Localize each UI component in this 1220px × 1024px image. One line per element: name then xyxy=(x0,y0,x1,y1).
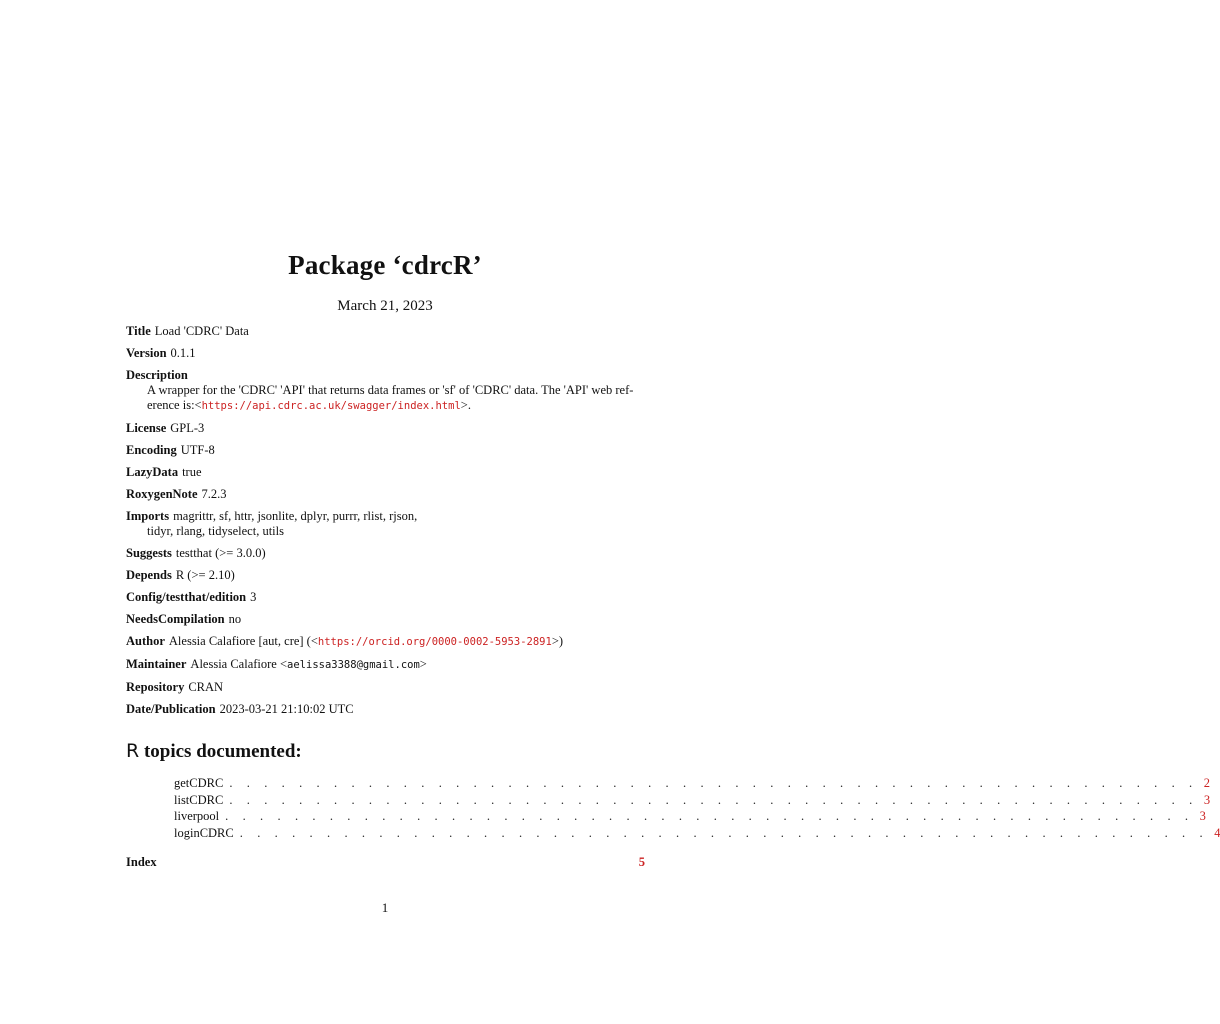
field-roxygennote xyxy=(126,487,646,502)
field-maintainer xyxy=(126,657,646,673)
field-license xyxy=(126,421,646,436)
package-date: March 21, 2023 xyxy=(337,298,433,314)
imports-line-1: magrittr, sf, httr, jsonlite, dplyr, purrr, rlist, rjson, xyxy=(173,509,418,523)
field-label: RoxygenNote xyxy=(126,487,198,501)
field-label: Suggests xyxy=(126,546,172,560)
toc-item-logincdrc[interactable] xyxy=(174,825,1220,843)
author-text: >) xyxy=(551,634,564,648)
field-label: Repository xyxy=(126,680,185,694)
field-description xyxy=(126,368,646,414)
field-label: NeedsCompilation xyxy=(126,612,225,626)
field-suggests xyxy=(126,546,646,561)
maintainer-text: Alessia Calafiore < xyxy=(190,657,288,671)
toc-page-link[interactable]: 4 xyxy=(1214,825,1220,840)
field-label: Config/testthat/edition xyxy=(126,590,247,604)
imports-line-2: tidyr, rlang, tidyselect, utils xyxy=(147,524,284,538)
orcid-link[interactable]: https://orcid.org/0000-0002-5953-2891 xyxy=(317,636,552,648)
field-label: LazyData xyxy=(126,465,179,479)
description-text: erence is:< xyxy=(147,398,202,412)
field-value: true xyxy=(182,465,202,479)
field-value: 7.2.3 xyxy=(201,487,227,501)
field-label: Version xyxy=(126,346,167,360)
field-config-edition xyxy=(126,590,646,605)
field-value: GPL-3 xyxy=(170,421,205,435)
toc-item-liverpool[interactable] xyxy=(174,809,1206,826)
field-label: Date/Publication xyxy=(126,702,216,716)
field-value: Load 'CDRC' Data xyxy=(154,324,249,338)
toc-heading-text: topics documented: xyxy=(139,741,302,762)
field-lazydata xyxy=(126,465,646,480)
field-version xyxy=(126,346,646,361)
field-value: no xyxy=(228,612,242,626)
toc-item-getcdrc[interactable] xyxy=(174,776,1211,793)
field-author xyxy=(126,634,646,650)
field-label: Description xyxy=(126,368,188,382)
page-number: 1 xyxy=(381,900,389,915)
toc-leader-dots: . . . . . . . . . . . . . . . . . . . . . . . . . . . . . . . . . . . . . . . . . . . . . . . . . . . . . . . . xyxy=(239,825,1209,840)
toc-item-name: loginCDRC xyxy=(174,825,234,840)
field-label: Maintainer xyxy=(126,657,187,671)
toc-index-entry[interactable] xyxy=(126,855,645,870)
description-text: >. xyxy=(460,398,471,412)
toc-page-link[interactable]: 3 xyxy=(1203,792,1211,807)
field-value: CRAN xyxy=(188,680,224,694)
field-value: 3 xyxy=(250,590,257,604)
field-value: R (>= 2.10) xyxy=(175,568,235,582)
field-value: testthat (>= 3.0.0) xyxy=(175,546,266,560)
toc-item-name: liverpool xyxy=(174,809,220,823)
toc-leader-dots: . . . . . . . . . . . . . . . . . . . . . . . . . . . . . . . . . . . . . . . . . . . . . . . . . . . . . . . . xyxy=(229,776,1198,790)
field-encoding xyxy=(126,443,646,458)
toc-item-name: getCDRC xyxy=(174,776,224,790)
toc-item-name: listCDRC xyxy=(174,792,224,807)
field-title xyxy=(126,324,646,339)
field-imports xyxy=(126,509,646,539)
field-label: License xyxy=(126,421,167,435)
field-value: UTF-8 xyxy=(180,443,215,457)
toc-leader-dots: . . . . . . . . . . . . . . . . . . . . . . . . . . . . . . . . . . . . . . . . . . . . . . . . . . . . . . . . xyxy=(229,792,1198,807)
index-page-link[interactable]: 5 xyxy=(638,855,645,869)
description-line-2 xyxy=(147,398,646,414)
toc-heading-r: R xyxy=(126,740,140,762)
field-needscompilation xyxy=(126,612,646,627)
api-url-link[interactable]: https://api.cdrc.ac.uk/swagger/index.html xyxy=(201,400,461,412)
toc-heading xyxy=(126,740,302,763)
field-date-publication xyxy=(126,702,646,717)
description-fields xyxy=(126,324,646,724)
field-label: Depends xyxy=(126,568,172,582)
field-label: Encoding xyxy=(126,443,177,457)
field-depends xyxy=(126,568,646,583)
package-title: Package ‘cdrcR’ xyxy=(288,250,482,280)
description-line-1: A wrapper for the 'CDRC' 'API' that returns data frames or 'sf' of 'CDRC' data. The 'API' web ref- xyxy=(147,383,634,397)
toc-page-link[interactable]: 3 xyxy=(1199,809,1206,823)
field-value: 2023-03-21 21:10:02 UTC xyxy=(219,702,354,716)
toc-item-listcdrc[interactable] xyxy=(174,792,1211,810)
field-value: 0.1.1 xyxy=(170,346,196,360)
description-body xyxy=(126,383,646,414)
author-text: Alessia Calafiore [aut, cre] (< xyxy=(168,634,318,648)
field-label: Author xyxy=(126,634,165,648)
field-label: Title xyxy=(126,324,151,338)
field-label: Imports xyxy=(126,509,170,523)
index-label: Index xyxy=(126,855,157,869)
field-repository xyxy=(126,680,646,695)
maintainer-text: > xyxy=(419,657,427,671)
maintainer-email: aelissa3388@gmail.com xyxy=(287,659,420,671)
toc-leader-dots: . . . . . . . . . . . . . . . . . . . . . . . . . . . . . . . . . . . . . . . . . . . . . . . . . . . . . . . . xyxy=(225,809,1194,823)
toc-page-link[interactable]: 2 xyxy=(1203,776,1211,790)
table-of-contents xyxy=(174,776,1220,842)
